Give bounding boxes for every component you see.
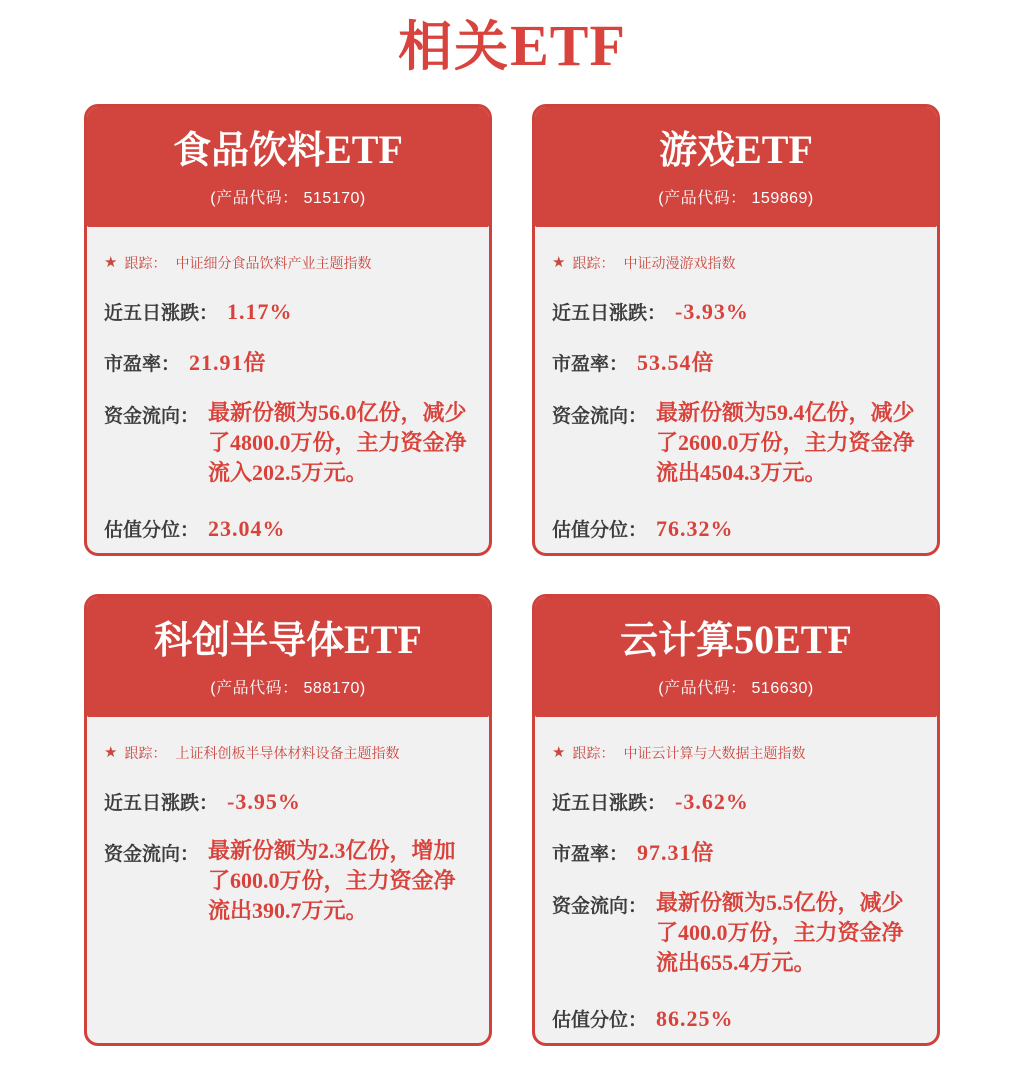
track-label: 跟踪：	[572, 744, 615, 761]
five-day-label: 近五日涨跌：	[104, 792, 219, 814]
etf-name-cn: 游戏	[659, 130, 736, 173]
etf-name	[659, 129, 813, 172]
pe-row	[552, 346, 921, 377]
valuation-row	[552, 515, 921, 542]
flow-row	[552, 398, 921, 488]
valuation-label: 估值分位：	[552, 1009, 648, 1031]
valuation-row	[552, 1005, 921, 1032]
page-title-en: ETF	[510, 13, 626, 78]
pe-label: 市盈率：	[104, 353, 181, 375]
product-code: (产品代码： 159869)	[658, 190, 814, 208]
track-label: 跟踪：	[124, 254, 167, 271]
etf-name	[154, 619, 422, 662]
five-day-value: 1.17%	[227, 298, 293, 324]
etf-name-cn: 云计算	[620, 620, 735, 663]
valuation-label: 估值分位：	[552, 519, 648, 541]
five-day-row	[104, 298, 473, 325]
valuation-value: 76.32%	[656, 515, 734, 541]
index-name: 中证细分食品饮料产业主题指数	[175, 254, 372, 271]
star-icon: ★	[552, 744, 566, 762]
etf-name	[173, 129, 403, 172]
etf-card-gaming	[532, 104, 940, 556]
flow-label: 资金流向：	[104, 843, 200, 865]
index-name: 上证科创板半导体材料设备主题指数	[175, 744, 400, 761]
valuation-label: 估值分位：	[104, 519, 200, 541]
flow-value: 最新份额为5.5亿份，减少了400.0万份，主力资金净流出655.4万元。	[656, 889, 904, 975]
etf-name-en: 50ETF	[734, 617, 852, 663]
flow-value: 最新份额为56.0亿份，减少了4800.0万份，主力资金净流入202.5万元。	[208, 399, 467, 485]
flow-row	[104, 836, 473, 926]
card-header	[535, 597, 937, 717]
page-title	[84, 14, 940, 78]
track-row	[552, 253, 921, 273]
etf-card-grid	[84, 104, 940, 1046]
star-icon: ★	[552, 254, 566, 272]
card-header	[87, 107, 489, 227]
valuation-value: 23.04%	[208, 515, 286, 541]
flow-row	[104, 398, 473, 488]
five-day-label: 近五日涨跌：	[104, 302, 219, 324]
index-name: 中证动漫游戏指数	[623, 254, 736, 271]
card-body	[535, 227, 937, 556]
card-body	[87, 227, 489, 556]
pe-row	[552, 836, 921, 867]
pe-value: 97.31倍	[637, 839, 715, 865]
card-body	[535, 717, 937, 1046]
five-day-row	[104, 788, 473, 815]
product-code: (产品代码： 516630)	[658, 680, 814, 698]
etf-card-cloud-computing	[532, 594, 940, 1046]
flow-label: 资金流向：	[552, 895, 648, 917]
five-day-label: 近五日涨跌：	[552, 302, 667, 324]
five-day-label: 近五日涨跌：	[552, 792, 667, 814]
index-name: 中证云计算与大数据主题指数	[623, 744, 806, 761]
five-day-row	[552, 788, 921, 815]
pe-value: 53.54倍	[637, 349, 715, 375]
five-day-value: -3.95%	[227, 788, 301, 814]
track-label: 跟踪：	[572, 254, 615, 271]
track-row	[104, 743, 473, 763]
etf-name-en: ETF	[735, 127, 813, 173]
valuation-value: 86.25%	[656, 1005, 734, 1031]
etf-name	[620, 619, 852, 662]
card-header	[87, 597, 489, 717]
etf-name-cn: 食品饮料	[173, 130, 326, 173]
product-code: (产品代码： 588170)	[210, 680, 366, 698]
five-day-value: -3.93%	[675, 298, 749, 324]
pe-label: 市盈率：	[552, 353, 629, 375]
flow-label: 资金流向：	[552, 405, 648, 427]
etf-card-food-beverage	[84, 104, 492, 556]
valuation-row	[104, 515, 473, 542]
flow-row	[552, 888, 921, 978]
star-icon: ★	[104, 254, 118, 272]
flow-value: 最新份额为2.3亿份，增加了600.0万份，主力资金净流出390.7万元。	[208, 837, 456, 923]
pe-value: 21.91倍	[189, 349, 267, 375]
star-icon: ★	[104, 744, 118, 762]
track-row	[104, 253, 473, 273]
etf-card-semiconductor	[84, 594, 492, 1046]
etf-name-en: ETF	[344, 617, 422, 663]
page-title-cn: 相关	[398, 17, 511, 77]
five-day-value: -3.62%	[675, 788, 749, 814]
etf-name-cn: 科创半导体	[154, 620, 345, 663]
card-header	[535, 107, 937, 227]
pe-label: 市盈率：	[552, 843, 629, 865]
etf-name-en: ETF	[325, 127, 403, 173]
track-row	[552, 743, 921, 763]
product-code: (产品代码： 515170)	[210, 190, 366, 208]
flow-value: 最新份额为59.4亿份，减少了2600.0万份，主力资金净流出4504.3万元。	[656, 399, 915, 485]
card-body	[87, 717, 489, 1043]
five-day-row	[552, 298, 921, 325]
flow-label: 资金流向：	[104, 405, 200, 427]
track-label: 跟踪：	[124, 744, 167, 761]
pe-row	[104, 346, 473, 377]
